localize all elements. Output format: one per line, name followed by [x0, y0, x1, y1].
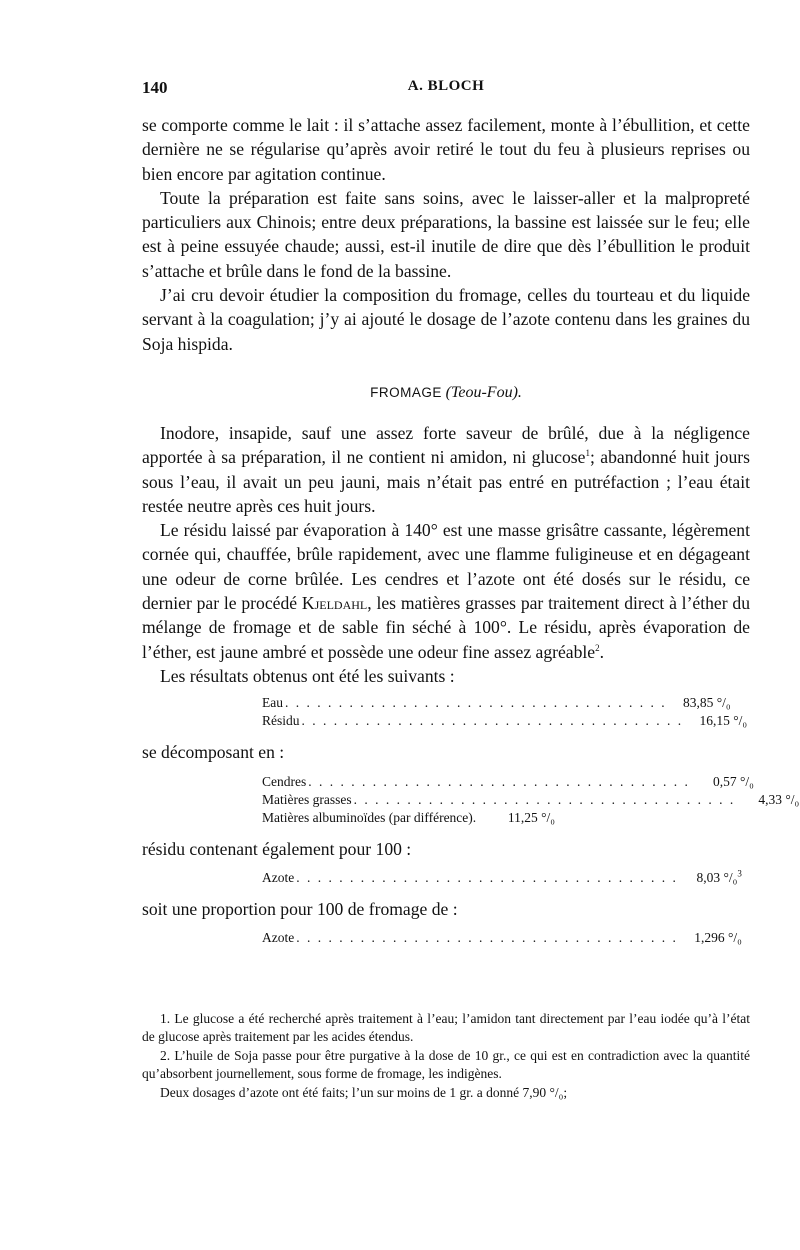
leader-dots: . . . . . . . . . . . . . . . . . . . . . . . . . . . . . . . . . . . . — [308, 773, 690, 789]
footnote-ref: 2 — [595, 642, 600, 653]
paragraph-continued: se comporte comme le lait : il s’attache assez facilement, monte à l’ébullition, et cette dernière ne se régularise qu’après avoir retiré le tout du feu à plusieurs reprises ou bien encore par agitation continue. — [142, 115, 750, 184]
row-label: Azote — [262, 930, 295, 946]
decompose-line: se décomposant en : — [142, 742, 285, 763]
paragraph-residue — [142, 518, 750, 664]
row-value: 16,15 °/₀ — [699, 713, 748, 729]
leader-dots: . . . . . . . . . . . . . . . . . . . . . . . . . . . . . . . . . . . . — [296, 930, 678, 946]
footnote-2: 2. L’huile de Soja passe pour être purgative à la dose de 10 gr., ce qui est en contradiction avec la quantité qu’absorbent journellement, sous forme de fromage, les indigènes. — [142, 1047, 750, 1082]
text-segment: Le résidu laissé par évaporation à 140° est une masse grisâtre cassante, légèrement cornée qui, chauffée, brûle rapidement, avec une flamme fuligineuse et en dégageant une odeur de corne brûlée. Les cendres et l’azote ont été dosés sur le résidu, ce dernier par le procédé — [142, 520, 750, 614]
results-table-3 — [262, 868, 742, 887]
leader-dots: . . . . . . . . . . . . . . . . . . . . . . . . . . . . . . . . . . . . — [285, 695, 667, 711]
page-number: 140 — [142, 78, 168, 97]
results-table-2 — [262, 773, 800, 827]
row-value — [678, 869, 742, 887]
table-row — [262, 694, 731, 712]
paragraph-preparation: Toute la préparation est faite sans soins, avec le laisser-aller et la malpropreté particuliers aux Chinois; entre deux préparations, la bassine est laissée sur le feu; elle est à peine essuyée chaude; aussi, est-il inutile de dire que dès l’ébullition le produit s’attache et brûle dans le fond de la bassine. — [142, 187, 750, 281]
row-value: 4,33 °/₀ — [758, 791, 800, 807]
footnotes — [142, 1010, 750, 1102]
results-table-4 — [262, 929, 742, 947]
paragraph-composition: J’ai cru devoir étudier la composition du fromage, celles du tourteau et du liquide servant à la coagulation; j’y ai ajouté le dosage de l’azote contenu dans les graines du Soja hispida. — [142, 285, 750, 354]
running-head — [142, 78, 750, 100]
section-subtitle: (Teou-Fou). — [445, 383, 522, 401]
value-text: 8,03 °/₀ — [696, 869, 738, 885]
footnote-ref: 3 — [737, 868, 742, 879]
row-label: Résidu — [262, 713, 300, 729]
text-segment: ; abandonné huit jours sous l’eau, il avait un peu jauni, mais n’était pas entré en putréfaction ; l’eau était restée neutre après ces huit jours. — [142, 447, 750, 516]
paragraph-description — [142, 421, 750, 518]
row-value: 83,85 °/₀ — [683, 695, 731, 711]
author-name: Kjeldahl — [301, 593, 368, 614]
section-title: FROMAGE — [370, 384, 442, 400]
text-segment: , les matières grasses par traitement direct à l’éther du mélange de fromage et de sable fin séché à 100°. Le résidu, après évaporation de l’éther, est jaune ambré et possède une odeur fine assez agréable — [142, 593, 750, 662]
paragraph-results-intro: Les résultats obtenus ont été les suivants : — [160, 665, 455, 686]
section-heading — [142, 384, 750, 402]
body-text — [142, 113, 800, 955]
residu-line: résidu contenant également pour 100 : — [142, 838, 412, 859]
row-value: 11,25 °/₀ — [507, 809, 555, 825]
text-segment: . — [599, 641, 605, 662]
row-label: Eau — [262, 695, 283, 711]
row-value: 1,296 °/₀ — [694, 930, 742, 946]
leader-dots: . . . . . . . . . . . . . . . . . . . . . . . . . . . . . . . . . . . . — [296, 869, 678, 885]
footnote-1: 1. Le glucose a été recherché après traitement à l’eau; l’amidon tant directement par l’eau iodée qu’à l’état de glucose après traitement par les acides étendus. — [142, 1011, 750, 1045]
leader-dots: . . . . . . . . . . . . . . . . . . . . . . . . . . . . . . . . . . . . — [301, 713, 684, 729]
row-label: Matières grasses — [262, 791, 352, 807]
table-row — [262, 773, 754, 791]
table-row — [262, 929, 742, 947]
soit-line: soit une proportion pour 100 de fromage de : — [142, 898, 458, 919]
text-segment: Inodore, insapide, sauf une assez forte saveur de brûlé, due à la négligence apportée à sa préparation, il ne contient ni amidon, ni glucose — [142, 422, 750, 468]
table-row — [262, 809, 555, 827]
footnote-3: Deux dosages d’azote ont été faits; l’un sur moins de 1 gr. a donné 7,90 °/₀; — [160, 1084, 568, 1100]
table-row — [262, 791, 800, 809]
results-table-1 — [262, 694, 748, 730]
row-label: Cendres — [262, 773, 307, 789]
footnote-ref: 1 — [585, 448, 590, 459]
leader-dots: . . . . . . . . . . . . . . . . . . . . . . . . . . . . . . . . . . . . — [353, 791, 736, 807]
table-row — [262, 712, 748, 730]
table-row — [262, 868, 742, 887]
row-value: 0,57 °/₀ — [713, 773, 754, 789]
row-label: Matières albuminoïdes (par différence). — [262, 809, 477, 825]
row-label: Azote — [262, 869, 295, 885]
running-head-author: A. BLOCH — [407, 78, 485, 94]
